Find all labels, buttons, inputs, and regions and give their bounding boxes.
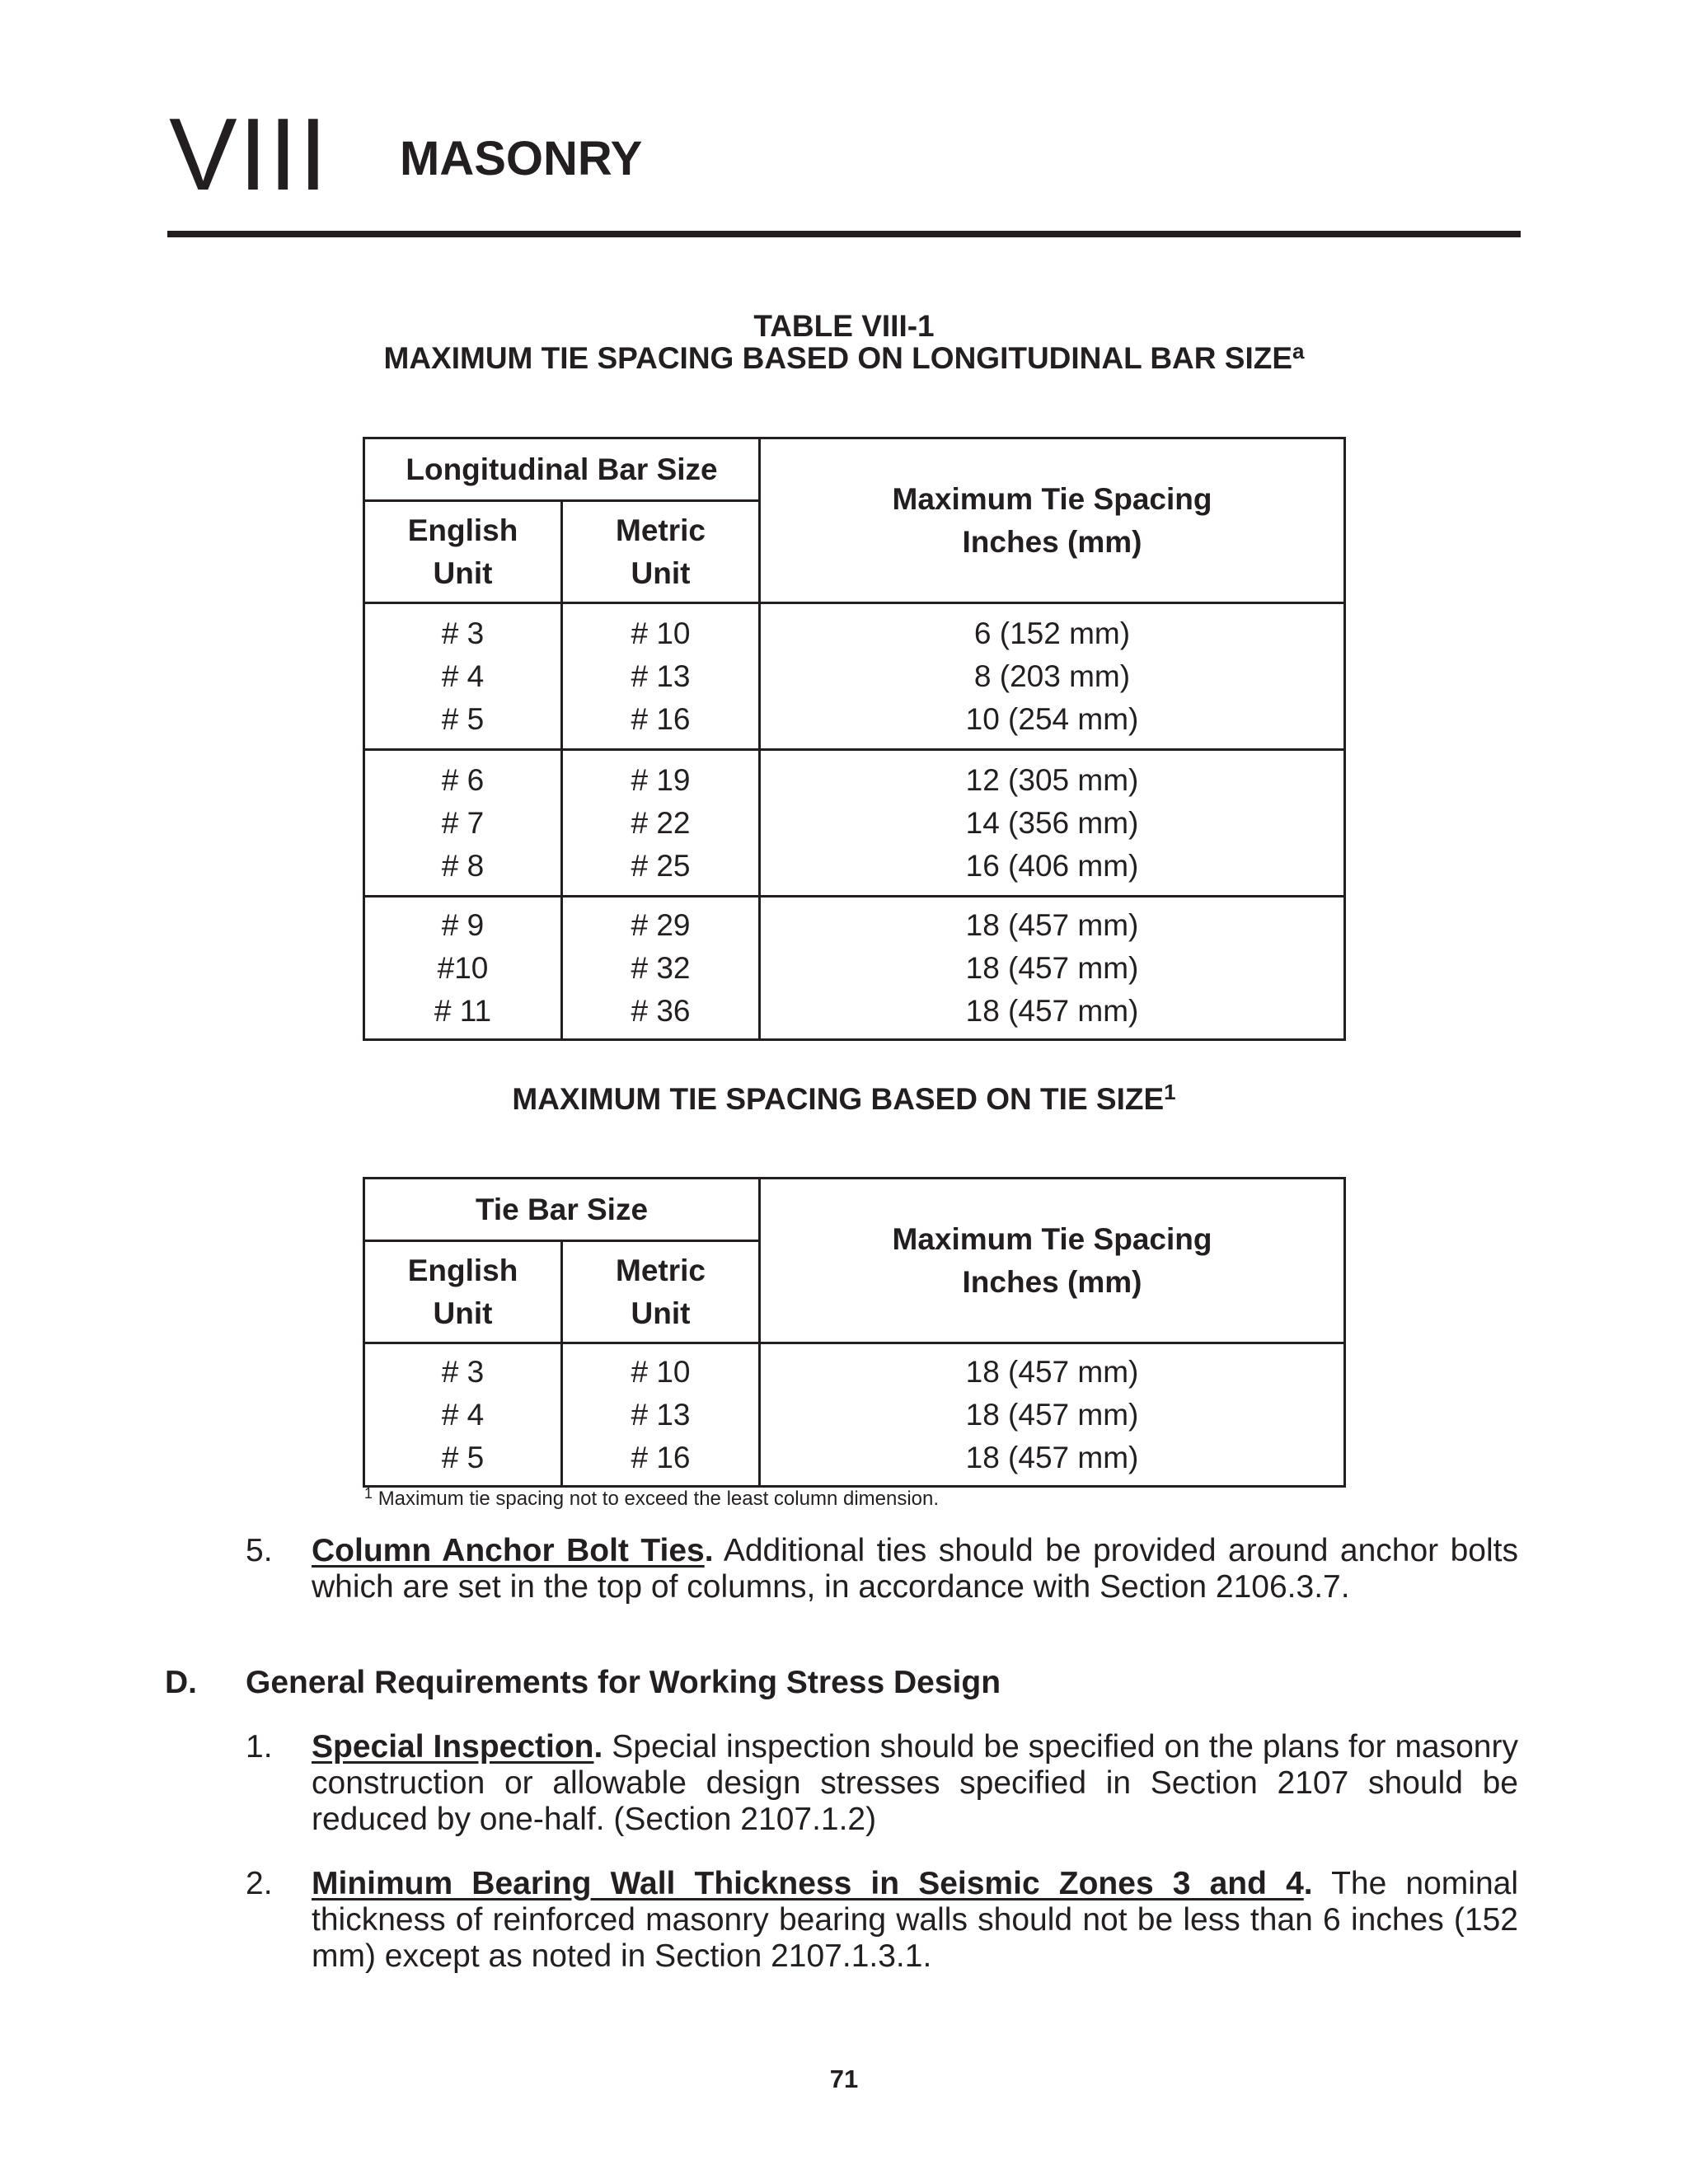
table-cell: 8 (203 mm) [973,658,1131,693]
table1-col-english-line1: English [407,513,518,547]
table-cell: # 4 [441,1397,485,1432]
table-cell: 16 (406 mm) [965,848,1139,883]
table2-title [0,1081,1688,1118]
table2-footnote [364,1487,939,1511]
table-cell: # 13 [631,1397,691,1432]
table1-col-metric-line1: Metric [616,513,706,547]
table1-spacing-cell [760,750,1345,897]
table2-spacing-cell [760,1343,1345,1487]
table-cell: # 13 [631,658,691,693]
table-cell: # 7 [441,805,485,840]
page-number: 71 [829,2064,859,2093]
table-cell: #10 [437,950,489,985]
table-cell: # 11 [434,993,492,1028]
table-cell: # 5 [441,1440,485,1474]
item5-text: Additional ties should be provided around anchor bolts which are set in the top of columns, in accordance with Section 2106.3.7. [312,1533,1518,1605]
table-cell: # 8 [441,848,485,883]
table-cell: # 16 [631,1440,691,1474]
table-cell: 10 (254 mm) [965,701,1139,736]
section-d-letter: D. [165,1665,197,1700]
table2-col-metric-line1: Metric [616,1253,706,1287]
table1-label: TABLE VIII-1 [753,309,935,343]
table1-col-metric [562,501,760,603]
item-d1-text: Special inspection should be specified on the plans for masonry construction or allowable design stresses specified in Section 2107 should be reduced by one-half. (Section 2107.1.2) [312,1729,1518,1837]
table-cell: # 16 [631,701,691,736]
table-row [364,897,1345,1040]
item-d1-paragraph: Special Inspection. Special inspection should be specified on the plans for masonry construction or allowable design stresses specified in Section 2107 should be reduced by one-half. (Section 2107.1.2) [312,1729,1518,1837]
table-cell: # 22 [631,805,691,840]
table2-group-header: Tie Bar Size [364,1179,760,1241]
table1-english-cell [364,897,562,1040]
table1-metric-cell [562,750,760,897]
table-row [364,603,1345,750]
table1-col-spacing-line2: Inches (mm) [962,524,1142,559]
table1-group-header: Longitudinal Bar Size [364,438,760,501]
table-cell: # 36 [631,993,691,1028]
table1-metric-cell [562,603,760,750]
table1-english-cell [364,603,562,750]
table1-col-english-line2: Unit [433,555,493,590]
table-cell: 18 (457 mm) [965,907,1139,942]
item-d1-lead: Special Inspection [312,1729,594,1765]
table-cell: # 4 [441,658,485,693]
chapter-number: VIII [169,98,330,212]
header-rule [167,231,1521,237]
table-cell: # 6 [441,762,485,797]
item-d2-text: The nominal thickness of reinforced masonry bearing walls should not be less than 6 inches (152 mm) except as noted in Section 2107.1.3.1. [312,1866,1518,1974]
table1-title [0,340,1688,377]
table-cell: 18 (457 mm) [965,1440,1139,1474]
table1-col-spacing [760,438,1345,603]
table-longitudinal-bar-size [363,437,1346,1041]
table1-title-text: MAXIMUM TIE SPACING BASED ON LONGITUDINAL BAR SIZE [383,341,1292,375]
table-cell: # 9 [441,907,485,942]
item5-number: 5. [246,1533,273,1568]
chapter-title: MASONRY [400,132,643,185]
table1-metric-cell [562,897,760,1040]
table-row [364,1343,1345,1487]
table2-col-spacing-line1: Maximum Tie Spacing [892,1221,1212,1256]
table-cell: 18 (457 mm) [965,1354,1139,1389]
item5-lead: Column Anchor Bolt Ties [312,1533,705,1568]
table2-col-metric [562,1241,760,1343]
table-cell: # 10 [631,616,691,650]
table2-english-cell [364,1343,562,1487]
section-d-title: General Requirements for Working Stress Design [246,1665,1001,1700]
item-d1-number: 1. [246,1729,273,1765]
item-d2-lead: Minimum Bearing Wall Thickness in Seismic Zones 3 and 4 [312,1866,1304,1901]
table1-col-metric-line2: Unit [631,555,691,590]
table-cell: # 3 [441,616,485,650]
footnote-mark: 1 [364,1485,373,1502]
table2-col-metric-line2: Unit [631,1296,691,1330]
table2-metric-cell [562,1343,760,1487]
table2-title-text: MAXIMUM TIE SPACING BASED ON TIE SIZE [512,1082,1165,1116]
table-row [364,750,1345,897]
table-cell: # 3 [441,1354,485,1389]
table1-spacing-cell [760,897,1345,1040]
table-cell: # 5 [441,701,485,736]
table-cell: 12 (305 mm) [965,762,1139,797]
footnote-text: Maximum tie spacing not to exceed the least column dimension. [377,1488,940,1510]
table2-col-spacing-line2: Inches (mm) [962,1264,1142,1299]
table2-col-english-line2: Unit [433,1296,493,1330]
table1-english-cell [364,750,562,897]
table2-col-spacing [760,1179,1345,1343]
table1-title-sup: a [1292,339,1305,363]
table-cell: # 19 [631,762,691,797]
table-cell: # 10 [631,1354,691,1389]
table1-spacing-cell [760,603,1345,750]
item5-paragraph: Column Anchor Bolt Ties. Additional ties should be provided around anchor bolts which are set in the top of columns, in accordance with Section 2106.3.7. [312,1533,1518,1605]
table-cell: 18 (457 mm) [965,1397,1139,1432]
table1-col-english [364,501,562,603]
table-cell: 18 (457 mm) [965,950,1139,985]
table1-col-spacing-line1: Maximum Tie Spacing [892,481,1212,516]
table-cell: 14 (356 mm) [965,805,1139,840]
table-cell: # 25 [631,848,691,883]
table-cell: 18 (457 mm) [965,993,1139,1028]
table-tie-bar-size [363,1177,1346,1488]
table2-col-english [364,1241,562,1343]
table2-title-sup: 1 [1164,1080,1176,1104]
table2-col-english-line1: English [407,1253,518,1287]
table-cell: 6 (152 mm) [973,616,1131,650]
table-cell: # 29 [631,907,691,942]
table-cell: # 32 [631,950,691,985]
item-d2-paragraph: Minimum Bearing Wall Thickness in Seismic Zones 3 and 4. The nominal thickness of reinforced masonry bearing walls should not be less than 6 inches (152 mm) except as noted in Section 2107.1.3.1. [312,1866,1518,1974]
item-d2-number: 2. [246,1866,273,1901]
